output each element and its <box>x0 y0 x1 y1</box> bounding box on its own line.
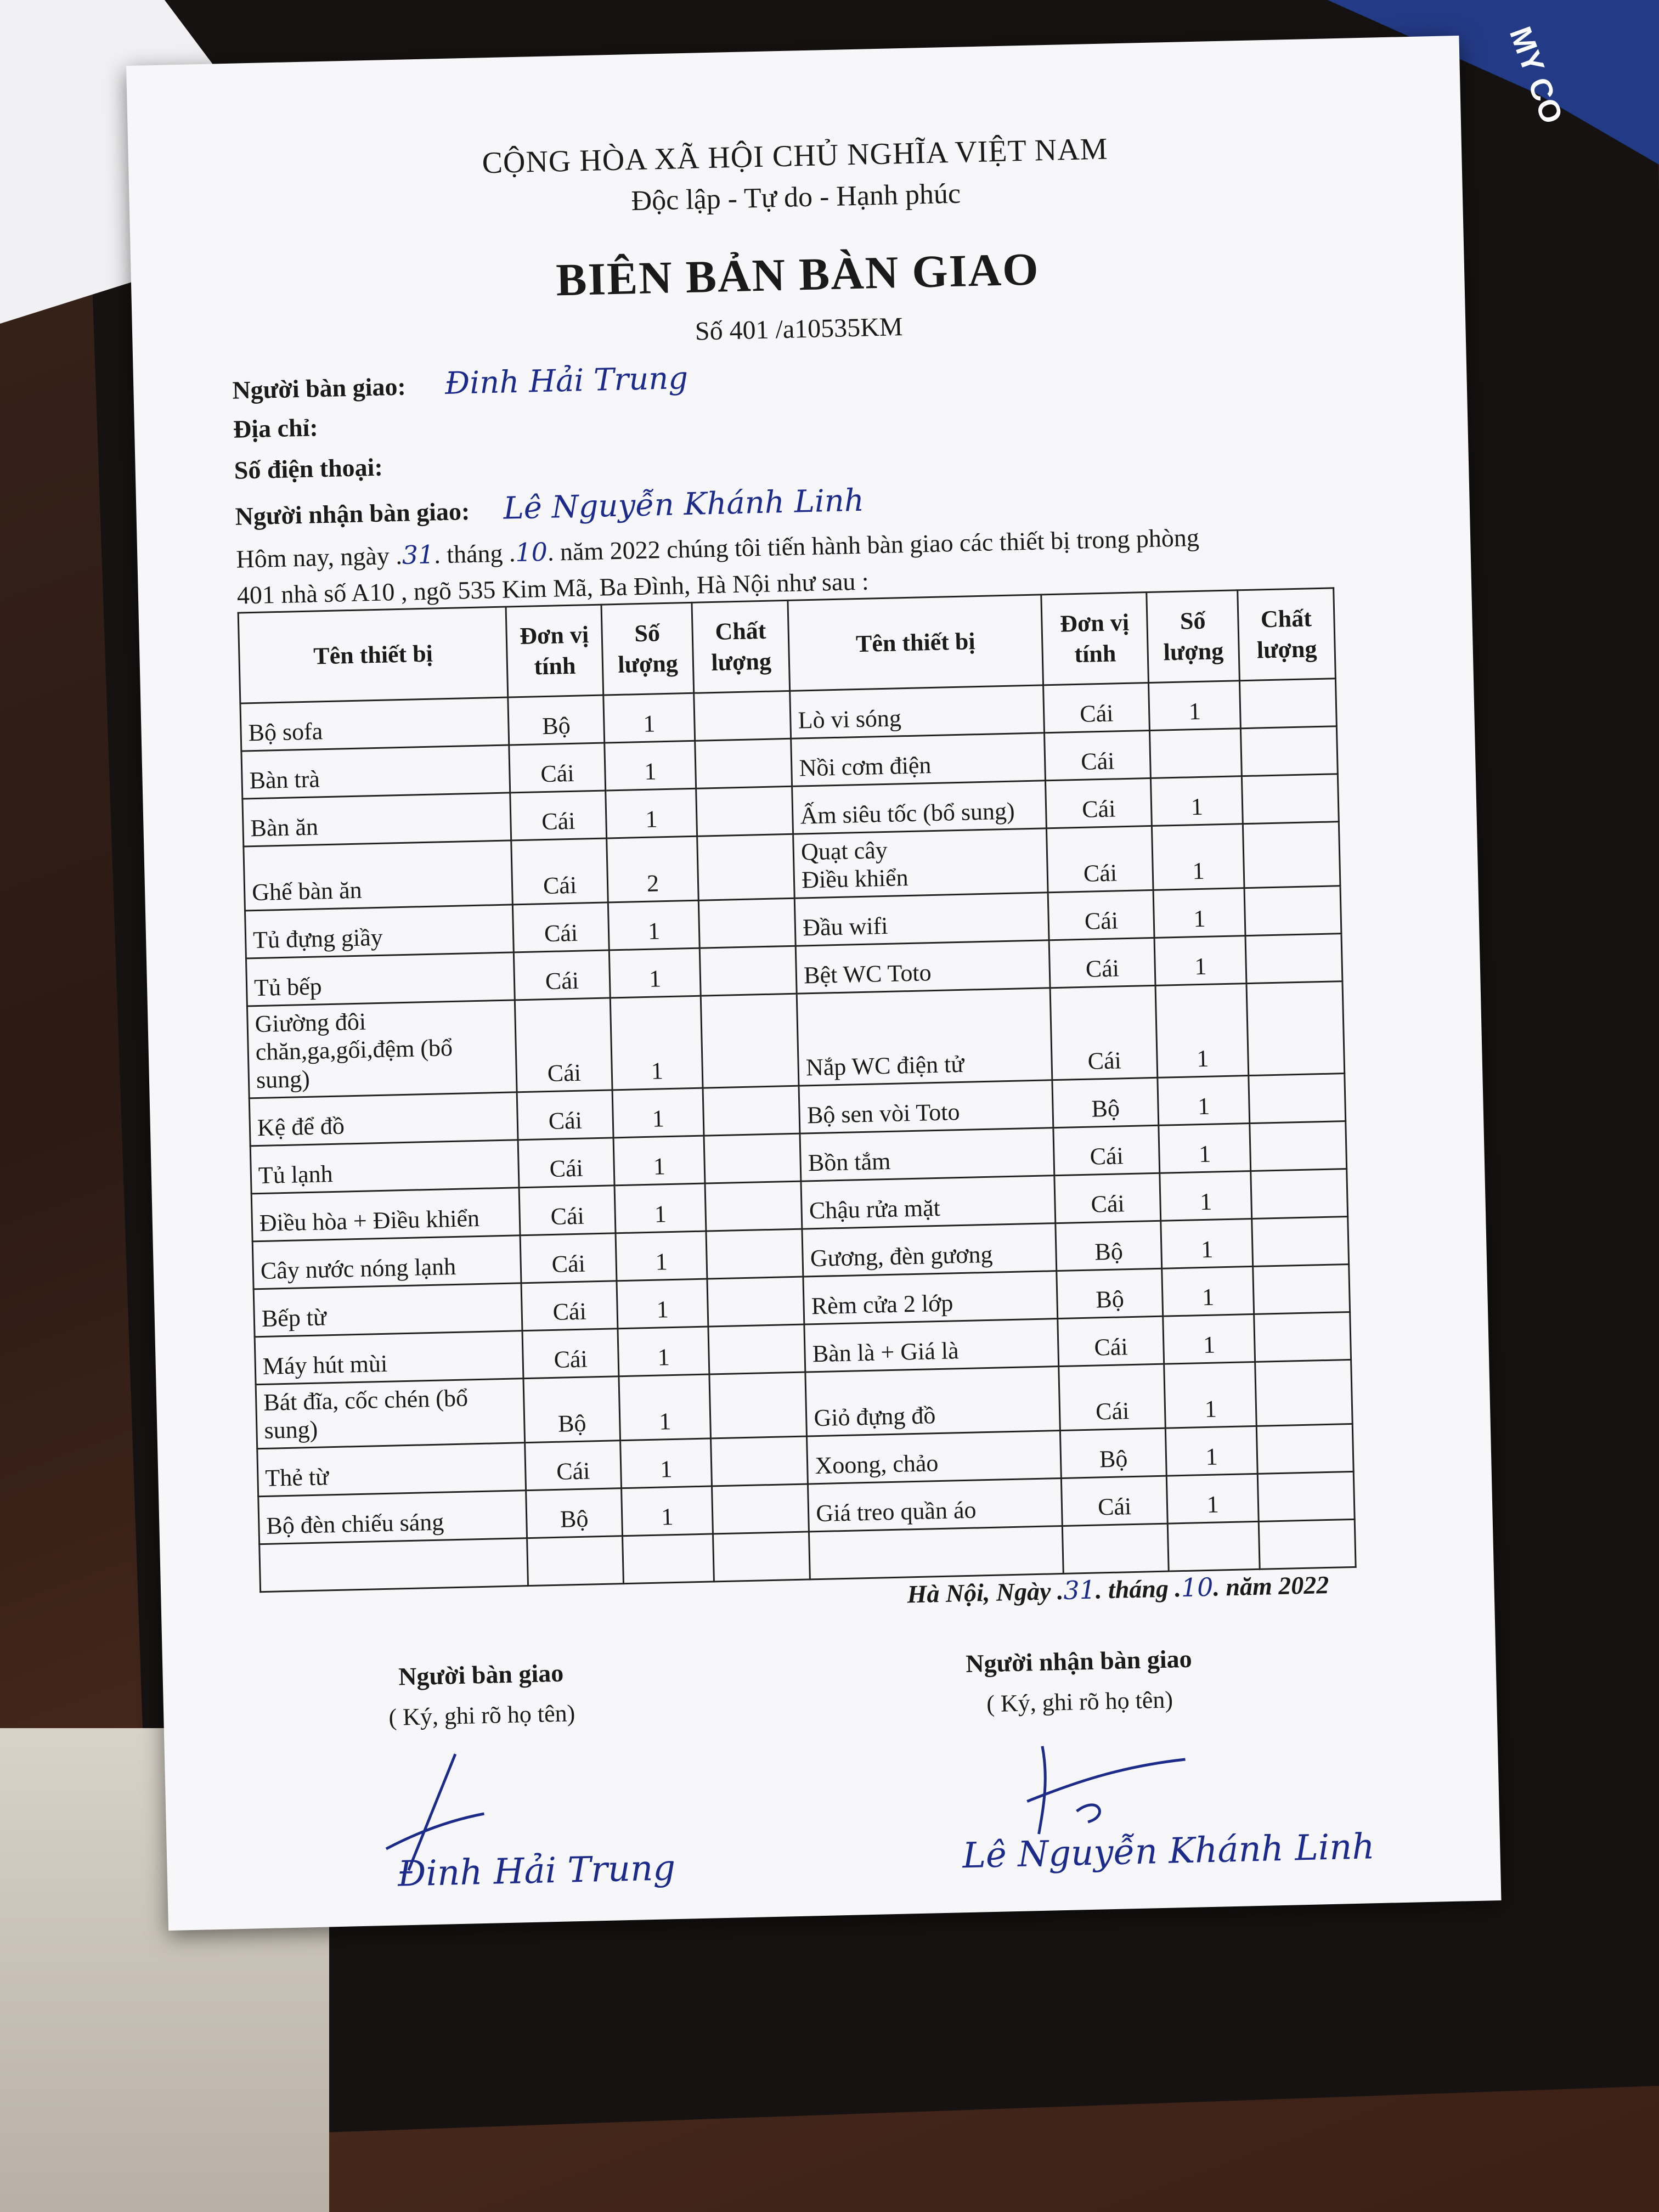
quality-cell <box>1251 1169 1348 1219</box>
quantity-cell: 1 <box>1149 681 1240 731</box>
quantity-cell <box>1168 1521 1260 1571</box>
unit-cell: Cái <box>513 902 610 952</box>
handover-document <box>126 36 1502 1931</box>
quality-cell <box>711 1436 808 1486</box>
quality-cell <box>1242 774 1339 824</box>
quality-cell <box>1243 822 1340 888</box>
quality-cell <box>697 834 795 900</box>
item-name-cell: Tủ lạnh <box>250 1140 519 1194</box>
quality-cell <box>1246 981 1345 1076</box>
unit-cell: Bộ <box>508 695 605 745</box>
quantity-cell: 1 <box>608 900 699 950</box>
unit-cell: Cái <box>515 998 612 1092</box>
quantity-cell: 1 <box>1158 1076 1249 1126</box>
quantity-cell: 1 <box>1160 1171 1251 1221</box>
quality-cell <box>712 1484 809 1534</box>
unit-cell: Bộ <box>526 1488 623 1538</box>
place-date-month: 10 <box>1181 1572 1214 1603</box>
unit-cell: Cái <box>1046 826 1153 892</box>
quality-cell <box>703 1086 800 1136</box>
giver-signature-name: Đinh Hải Trung <box>397 1848 676 1895</box>
quality-cell <box>699 898 796 948</box>
quantity-cell: 1 <box>604 741 696 791</box>
receiver-sig-title: Người nhận bàn giao <box>965 1644 1193 1678</box>
unit-cell: Cái <box>1049 938 1156 988</box>
quantity-cell <box>1150 729 1242 778</box>
quality-cell <box>1252 1217 1349 1267</box>
place-date-b: . tháng . <box>1095 1574 1182 1604</box>
quality-cell <box>705 1181 802 1231</box>
item-name-cell <box>259 1538 528 1592</box>
quality-cell <box>1255 1359 1353 1426</box>
giver-sig-title: Người bàn giao <box>398 1658 564 1691</box>
quantity-cell: 1 <box>1166 1426 1257 1476</box>
table-body <box>240 679 1356 1592</box>
intro-text-c: . năm 2022 chúng tôi tiến hành bàn giao các thiết bị trong phòng <box>547 523 1200 566</box>
item-name-cell: Nồi cơm điện <box>791 733 1045 786</box>
equipment-table <box>238 587 1357 1593</box>
quality-cell <box>1240 726 1338 776</box>
quantity-cell: 1 <box>1162 1266 1254 1316</box>
quality-cell <box>704 1133 801 1183</box>
item-name-cell: Tủ bếp <box>246 952 515 1006</box>
item-name-cell: Máy hút mùi <box>255 1331 523 1385</box>
item-name-cell: Bàn ăn <box>242 793 511 847</box>
quality-cell <box>701 994 799 1088</box>
receiver-sig-sub: ( Ký, ghi rõ họ tên) <box>986 1686 1173 1718</box>
item-name-cell: Tủ đựng giầy <box>245 905 514 958</box>
country-heading: CỘNG HÒA XÃ HỘI CHỦ NGHĨA VIỆT NAM <box>481 132 1109 180</box>
quality-cell <box>696 786 793 836</box>
place-date-c: . năm 2022 <box>1212 1570 1329 1601</box>
col-header: Chất lượng <box>1238 588 1336 681</box>
unit-cell: Bộ <box>1056 1221 1163 1271</box>
item-name-cell: Lò vi sóng <box>790 685 1044 738</box>
quantity-cell: 1 <box>612 1088 704 1138</box>
quantity-cell: 1 <box>1154 888 1245 938</box>
quantity-cell: 1 <box>610 996 703 1090</box>
unit-cell: Cái <box>521 1281 618 1331</box>
quantity-cell: 1 <box>1167 1474 1259 1523</box>
intro-line-2: 401 nhà số A10 , ngõ 535 Kim Mã, Ba Đình, Hà Nội như sau : <box>236 567 870 610</box>
item-name-cell: Giỏ đựng đồ <box>805 1367 1060 1436</box>
quality-cell <box>706 1229 803 1279</box>
unit-cell: Bộ <box>1057 1268 1164 1318</box>
unit-cell: Cái <box>1061 1476 1168 1526</box>
item-name-cell: Bộ sofa <box>240 697 509 751</box>
giver-sig-sub: ( Ký, ghi rõ họ tên) <box>388 1700 575 1731</box>
motto: Độc lập - Tự do - Hạnh phúc <box>630 178 961 217</box>
item-name-cell: Bàn là + Giá là <box>804 1319 1058 1372</box>
quantity-cell: 1 <box>617 1279 708 1329</box>
item-name-cell: Ấm siêu tốc (bổ sung) <box>792 781 1046 834</box>
quantity-cell: 1 <box>621 1486 713 1536</box>
item-name-cell: Bồn tắm <box>800 1128 1054 1181</box>
quantity-cell: 1 <box>1151 776 1243 826</box>
col-header: Đơn vị tính <box>506 605 603 697</box>
receiver-signature-block <box>887 1642 1272 1720</box>
unit-cell: Cái <box>1043 683 1150 733</box>
quality-cell <box>1253 1265 1350 1314</box>
unit-cell: Cái <box>1044 730 1151 780</box>
item-name-cell: Gương, đèn gương <box>802 1223 1056 1277</box>
unit-cell: Cái <box>525 1441 622 1491</box>
giver-label: Người bàn giao: <box>232 372 407 404</box>
quality-cell <box>1245 934 1342 984</box>
col-header: Đơn vị tính <box>1041 592 1149 685</box>
item-name-cell: Xoong, chảo <box>807 1431 1061 1484</box>
item-name-cell <box>809 1526 1063 1579</box>
document-title: BIÊN BẢN BÀN GIAO <box>555 244 1040 306</box>
quality-cell <box>694 691 791 741</box>
item-name-cell: Bát đĩa, cốc chén (bổ sung) <box>256 1379 525 1449</box>
quantity-cell: 1 <box>1152 824 1244 890</box>
item-name-cell: Giá treo quần áo <box>808 1478 1062 1531</box>
unit-cell: Bộ <box>523 1376 620 1443</box>
unit-cell: Cái <box>1050 985 1158 1080</box>
unit-cell: Cái <box>519 1186 616 1235</box>
quality-cell <box>1259 1519 1356 1569</box>
unit-cell: Cái <box>1058 1316 1165 1366</box>
item-name-cell: Bộ đèn chiếu sáng <box>258 1491 527 1544</box>
item-name-cell: Chậu rửa mặt <box>801 1176 1055 1229</box>
col-header: Tên thiết bị <box>238 607 508 703</box>
unit-cell: Cái <box>522 1329 619 1379</box>
unit-cell: Cái <box>1045 778 1152 828</box>
quality-cell <box>713 1532 810 1582</box>
item-name-cell: Bàn trà <box>241 745 510 799</box>
quantity-cell: 1 <box>1159 1124 1250 1173</box>
place-date-day: 31 <box>1063 1575 1096 1605</box>
quality-cell <box>709 1372 807 1438</box>
item-name-cell: Bếp từ <box>253 1283 522 1337</box>
quantity-cell: 1 <box>613 1136 705 1186</box>
receiver-label: Người nhận bàn giao: <box>235 497 470 531</box>
item-name-cell: Giường đôi chăn,ga,gối,đệm (bổ sung) <box>247 1000 517 1098</box>
unit-cell <box>527 1536 624 1586</box>
intro-text-b: . tháng . <box>433 539 516 569</box>
item-name-cell: Đầu wifi <box>795 893 1049 946</box>
quantity-cell: 1 <box>1161 1218 1252 1268</box>
unit-cell <box>1062 1523 1169 1573</box>
item-name-cell: Ghế bàn ăn <box>244 840 513 911</box>
item-name-cell: Nắp WC điện tử <box>797 988 1052 1086</box>
unit-cell: Bộ <box>1052 1077 1159 1127</box>
quantity-cell: 1 <box>620 1438 712 1488</box>
unit-cell: Cái <box>518 1138 614 1188</box>
address-label: Địa chỉ: <box>233 413 319 443</box>
unit-cell: Cái <box>1053 1125 1160 1175</box>
giver-handwritten: Đinh Hải Trung <box>444 360 689 402</box>
quantity-cell <box>622 1534 714 1584</box>
unit-cell: Cái <box>514 950 611 1000</box>
quality-cell <box>1254 1312 1351 1362</box>
quantity-cell: 1 <box>605 788 697 838</box>
unit-cell: Cái <box>1048 890 1155 940</box>
quantity-cell: 1 <box>1163 1314 1255 1364</box>
quantity-cell: 1 <box>1155 984 1248 1078</box>
intro-text-a: Hôm nay, ngày . <box>235 541 403 573</box>
item-name-cell: Thẻ từ <box>257 1443 526 1497</box>
quantity-cell: 2 <box>606 836 698 902</box>
intro-day: 31 <box>402 539 435 570</box>
quality-cell <box>1244 886 1341 936</box>
giver-line <box>232 360 689 407</box>
unit-cell: Cái <box>517 1090 613 1140</box>
quality-cell <box>708 1324 805 1374</box>
quantity-cell: 1 <box>619 1374 711 1441</box>
unit-cell: Cái <box>1059 1364 1166 1430</box>
document-number: Số 401 /a10535KM <box>695 312 904 346</box>
quality-cell <box>1250 1121 1347 1171</box>
receiver-handwritten: Lê Nguyễn Khánh Linh <box>503 482 865 527</box>
quality-cell <box>1239 679 1336 729</box>
quality-cell <box>695 738 792 788</box>
phone-label: Số điện thoại: <box>234 453 383 484</box>
col-header: Chất lượng <box>692 600 790 693</box>
col-header: Tên thiết bị <box>788 595 1043 691</box>
item-name-cell: Rèm cửa 2 lớp <box>803 1271 1057 1324</box>
giver-signature-block <box>289 1656 674 1734</box>
quantity-cell: 1 <box>603 693 695 743</box>
folder-label: MY CO <box>1503 22 1570 128</box>
item-name-cell: Kệ để đồ <box>249 1092 518 1146</box>
quality-cell <box>1256 1424 1353 1474</box>
quantity-cell: 1 <box>614 1183 706 1233</box>
col-header: Số lượng <box>601 602 694 695</box>
quality-cell <box>707 1277 804 1327</box>
col-header: Số lượng <box>1147 590 1239 683</box>
receiver-signature-name: Lê Nguyễn Khánh Linh <box>962 1826 1375 1877</box>
item-name-cell: Cây nước nóng lạnh <box>252 1235 521 1289</box>
intro-month: 10 <box>515 537 548 568</box>
item-name-cell: Bệt WC Toto <box>795 940 1049 994</box>
quality-cell <box>700 946 797 996</box>
quality-cell <box>1249 1074 1346 1124</box>
receiver-line <box>235 483 865 533</box>
place-date-a: Hà Nội, Ngày . <box>906 1576 1064 1609</box>
quality-cell <box>1257 1471 1355 1521</box>
item-name-cell: Điều hòa + Điều khiển <box>251 1188 520 1242</box>
quantity-cell: 1 <box>618 1327 709 1376</box>
receiver-signature-icon <box>1020 1732 1198 1846</box>
unit-cell: Cái <box>510 791 607 840</box>
item-name-cell: Bộ sen vòi Toto <box>799 1080 1053 1133</box>
quantity-cell: 1 <box>1154 936 1246 986</box>
unit-cell: Cái <box>520 1233 617 1283</box>
item-name-cell: Quạt cây Điều khiển <box>793 828 1048 898</box>
quantity-cell: 1 <box>1164 1362 1256 1428</box>
quantity-cell: 1 <box>616 1231 707 1281</box>
unit-cell: Cái <box>1054 1173 1161 1223</box>
quantity-cell: 1 <box>609 948 701 998</box>
unit-cell: Bộ <box>1060 1428 1167 1478</box>
unit-cell: Cái <box>509 743 606 793</box>
unit-cell: Cái <box>511 838 608 905</box>
